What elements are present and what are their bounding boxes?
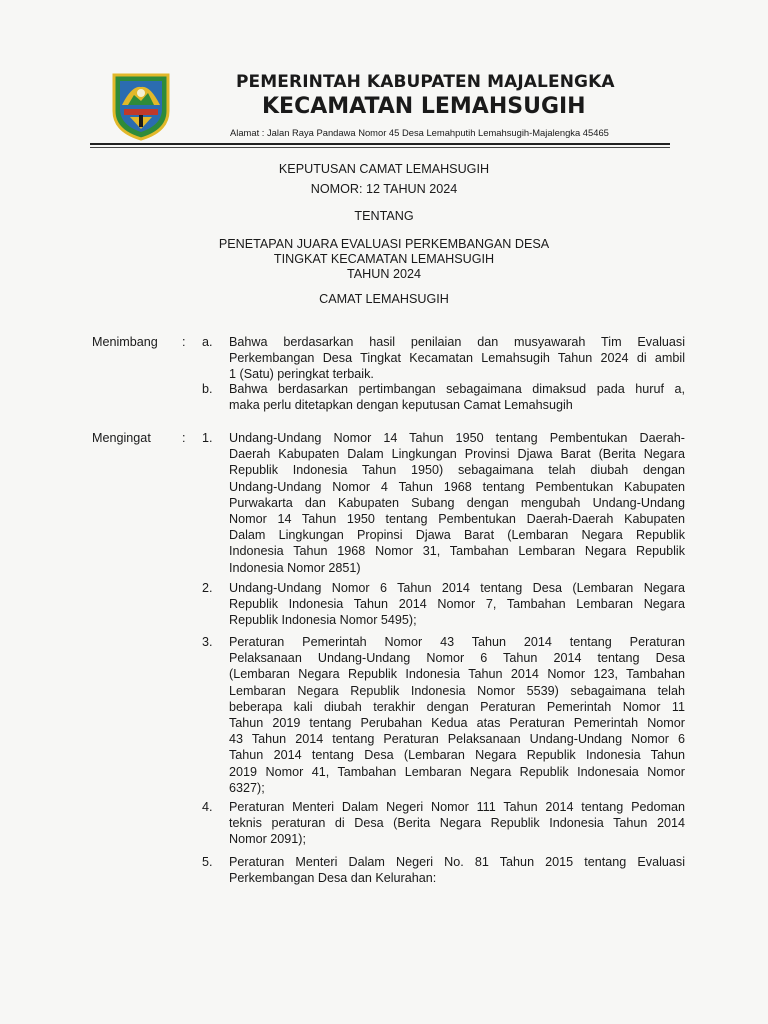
text-line: Republik Indonesia Nomor 5495);: [229, 613, 417, 628]
letterhead-address: Alamat : Jalan Raya Pandawa Nomor 45 Desa Lemahputih Lemahsugih-Majalengka 45465: [230, 127, 609, 138]
mengingat-item-4: [229, 799, 685, 848]
letterhead-rule-thick: [90, 143, 670, 145]
menimbang-colon: :: [182, 335, 186, 349]
text-line: teknis peraturan di Desa (Berita Negara Republik Indonesia Tahun 2014: [229, 816, 685, 831]
text-line: Peraturan Menteri Dalam Negeri No. 81 Tahun 2015 tentang Evaluasi: [229, 855, 685, 869]
text-line: Peraturan Pemerintah Nomor 43 Tahun 2014 tentang Peraturan: [229, 635, 685, 649]
government-name: PEMERINTAH KABUPATEN MAJALENGKA: [236, 72, 615, 92]
text-line: Peraturan Menteri Dalam Negeri Nomor 111 Tahun 2014 tentang Pedoman: [229, 800, 685, 814]
text-line: Pelaksanaan Undang-Undang Nomor 6 Tahun 2014 tentang Desa: [229, 651, 685, 666]
subject-line-2: TINGKAT KECAMATAN LEMAHSUGIH: [273, 252, 495, 266]
text-line: Bahwa berdasarkan hasil penilaian dan musyawarah Tim Evaluasi: [229, 335, 685, 349]
text-line: beberapa kali diubah terakhir dengan Peraturan Pemerintah Nomor 11: [229, 699, 685, 714]
text-line: Lembaran Negara Republik Indonesia Nomor 5539) sebagaimana telah: [229, 683, 685, 698]
about-label: TENTANG: [354, 209, 414, 223]
text-line: Republik Indonesia Tahun 1950) sebagaimana telah diubah dengan: [229, 463, 685, 478]
mengingat-marker-2: 2.: [202, 581, 213, 595]
authority-title: CAMAT LEMAHSUGIH: [319, 292, 449, 306]
decree-number: NOMOR: 12 TAHUN 2024: [310, 182, 458, 196]
mengingat-marker-5: 5.: [202, 855, 213, 869]
text-line: Purwakarta dan Kabupaten Subang dengan mengubah Undang-Undang: [229, 495, 685, 510]
subject-line-3: TAHUN 2024: [347, 267, 421, 281]
mengingat-colon: :: [182, 431, 186, 445]
menimbang-marker-b: b.: [202, 382, 213, 396]
text-line: Perkembangan Desa Tingkat Kecamatan Lemahsugih Tahun 2024 di ambil: [229, 351, 685, 366]
menimbang-marker-a: a.: [202, 335, 213, 349]
text-line: Bahwa berdasarkan pertimbangan sebagaimana dimaksud pada huruf a,: [229, 382, 685, 396]
mengingat-marker-1: 1.: [202, 431, 213, 445]
text-line: Dalam Lingkungan Propinsi Djawa Barat (Lembaran Negara Republik: [229, 528, 685, 543]
mengingat-item-5: [229, 854, 685, 886]
text-line: 1 (Satu) peringkat terbaik.: [229, 367, 374, 382]
text-line: 6327);: [229, 780, 265, 795]
text-line: 43 Tahun 2014 tentang Peraturan Pelaksanaan Undang-Undang Nomor 6: [229, 732, 685, 747]
mengingat-item-1: [229, 430, 685, 576]
menimbang-item-a: [229, 334, 685, 383]
text-line: Nomor 14 Tahun 1950 tentang Pembentukan Daerah-Daerah Kabupaten: [229, 511, 685, 526]
text-line: (Lembaran Negara Republik Indonesia Tahun 2014 Nomor 123, Tambahan: [229, 667, 685, 682]
text-line: Tahun 2014 tentang Desa (Lembaran Negara Republik Indonesia Tahun: [229, 748, 685, 763]
mengingat-marker-3: 3.: [202, 635, 213, 649]
text-line: Tahun 2019 tentang Perubahan Kedua atas Peraturan Pemerintah Nomor: [229, 715, 685, 730]
text-line: Indonesia Tahun 1968 Nomor 31, Tambahan Lembaran Negara Republik: [229, 544, 685, 559]
letterhead-rule-thin: [90, 147, 670, 148]
text-line: Undang-Undang Nomor 14 Tahun 1950 tentang Pembentukan Daerah-: [229, 431, 685, 445]
text-line: 2019 Nomor 41, Tambahan Lembaran Negara Republik Indonesaia Nomor: [229, 764, 685, 779]
menimbang-item-b: [229, 381, 685, 413]
text-line: Indonesia Nomor 2851): [229, 560, 361, 575]
text-line: maka perlu ditetapkan dengan keputusan Camat Lemahsugih: [229, 398, 573, 413]
text-line: Daerah Kabupaten Dalam Lingkungan Provinsi Djawa Barat (Berita Negara: [229, 447, 685, 462]
mengingat-item-2: [229, 580, 685, 629]
mengingat-label: Mengingat: [92, 431, 151, 445]
text-line: Republik Indonesia Tahun 2014 Nomor 7, Tambahan Lembaran Negara: [229, 597, 685, 612]
subject-line-1: PENETAPAN JUARA EVALUASI PERKEMBANGAN DESA: [218, 237, 550, 251]
majalengka-regency-emblem-icon: [110, 71, 172, 141]
mengingat-item-3: [229, 634, 685, 796]
mengingat-marker-4: 4.: [202, 800, 213, 814]
text-line: Undang-Undang Nomor 4 Tahun 1968 tentang Pembentukan Kabupaten: [229, 479, 685, 494]
decree-title: KEPUTUSAN CAMAT LEMAHSUGIH: [278, 162, 490, 176]
text-line: Nomor 2091);: [229, 832, 306, 847]
text-line: Perkembangan Desa dan Kelurahan:: [229, 871, 437, 886]
text-line: Undang-Undang Nomor 6 Tahun 2014 tentang Desa (Lembaran Negara: [229, 581, 685, 595]
menimbang-label: Menimbang: [92, 335, 158, 349]
district-name: KECAMATAN LEMAHSUGIH: [262, 94, 586, 119]
